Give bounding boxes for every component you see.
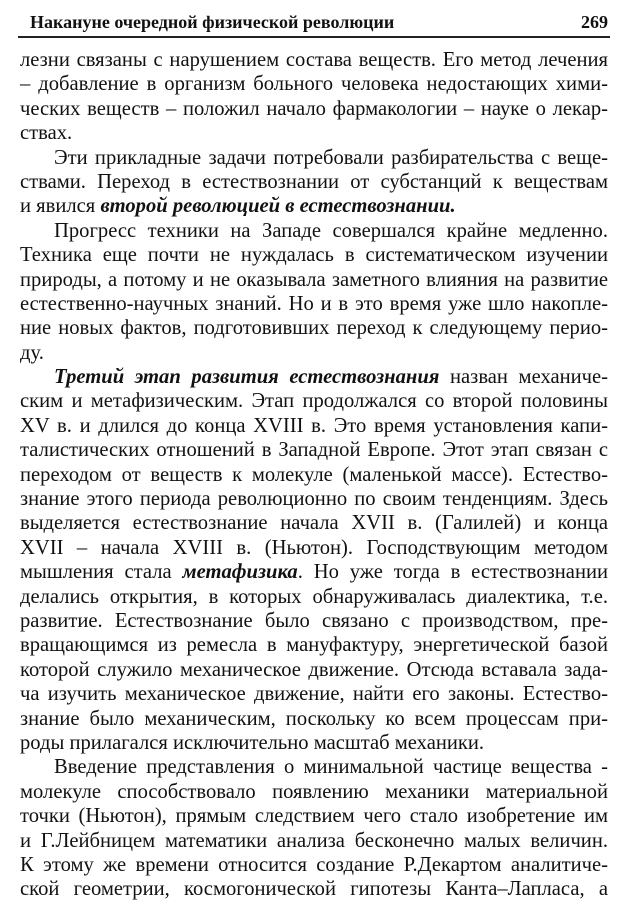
text-line [20, 365, 608, 389]
text-run: и явился [20, 195, 101, 218]
page-number: 269 [581, 12, 608, 32]
text-line: Прогресс техники на Западе совершался крайне медленно. [54, 219, 608, 242]
text-line: ствах. [20, 122, 73, 145]
text-line: талистических отношений в Западной Европе. Этот этап связан с [20, 439, 608, 462]
body-text [20, 48, 608, 902]
emphasis-text: второй революцией в естествознании. [100, 195, 456, 218]
text-line: естественно-научных знаний. Но и в это время уже шло накопле- [20, 292, 608, 315]
emphasis-text: Третий этап развития естествознания [54, 366, 440, 389]
text-line: молекуле способствовало появлению механики материальной [20, 780, 608, 803]
text-line: роды прилагался исключительно масштаб механики. [20, 731, 485, 754]
text-line: точки (Ньютон), прямым следствием чего стало изобретение им [20, 805, 608, 828]
text-line: – добавление в организм больного человека недостающих хими- [20, 73, 608, 96]
text-line: знание было механическим, поскольку ко всем процессам при- [20, 707, 608, 730]
text-line [20, 194, 608, 218]
text-line: XV в. и длился до конца XVIII в. Это время установления капи- [20, 414, 608, 437]
text-line: переходом от веществ к молекуле (маленькой массе). Естество- [20, 463, 608, 486]
running-header [18, 8, 610, 38]
text-line: выделяется естествознание начала XVII в. (Галилей) и конца [20, 512, 608, 535]
text-line: ской геометрии, космогонической гипотезы Канта–Лапласа, а [20, 878, 608, 901]
text-run: мышления стала [20, 561, 183, 584]
text-line: знание этого периода революционно по своим тенденциям. Здесь [20, 488, 608, 511]
text-run: назван механиче- [439, 366, 609, 389]
text-line: Техника еще почти не нуждалась в систематическом изучении [20, 244, 608, 267]
text-line: лезни связаны с нарушением состава веществ. Его метод лечения [20, 49, 608, 71]
running-header-title: Накануне очередной физической революции [30, 12, 395, 32]
text-line: развитие. Естествознание было связано с производством, пре- [20, 609, 608, 632]
text-line: XVII – начала XVIII в. (Ньютон). Господствующим методом [20, 536, 608, 559]
text-line: ствами. Переход в естествознании от субстанций к веществам [20, 170, 608, 193]
text-line: ние новых фактов, подготовивших переход к следующему перио- [20, 317, 608, 340]
text-line: ду. [20, 341, 44, 364]
emphasis-text: метафизика [182, 561, 298, 584]
text-line: Введение представления о минимальной частице вещества - [54, 756, 608, 779]
text-line: ча изучить механическое движение, найти его законы. Естество- [20, 683, 608, 706]
text-line: вращающимся из ремесла в мануфактуру, энергетической базой [20, 634, 608, 657]
text-line: которой служило механическое движение. Отсюда вставала зада- [20, 658, 608, 681]
text-line: и Г.Лейбницем математики анализа бесконечно малых величин. [20, 829, 608, 852]
text-line [20, 560, 608, 584]
text-line: природы, а потому и не оказывала заметного влияния на развитие [20, 268, 608, 291]
text-line: К этому же времени относится создание Р.Декартом аналитиче- [20, 853, 608, 876]
text-line: Эти прикладные задачи потребовали разбирательства с веще- [54, 146, 608, 169]
text-run: . Но уже тогда в естествознании [297, 561, 609, 584]
text-line: ским и метафизическим. Этап продолжался со второй половины [20, 390, 608, 413]
text-line: делались открытия, в которых обнаруживалась диалектика, т.е. [20, 585, 608, 608]
text-line: ческих веществ – положил начало фармакологии – науке о лекар- [20, 97, 608, 120]
